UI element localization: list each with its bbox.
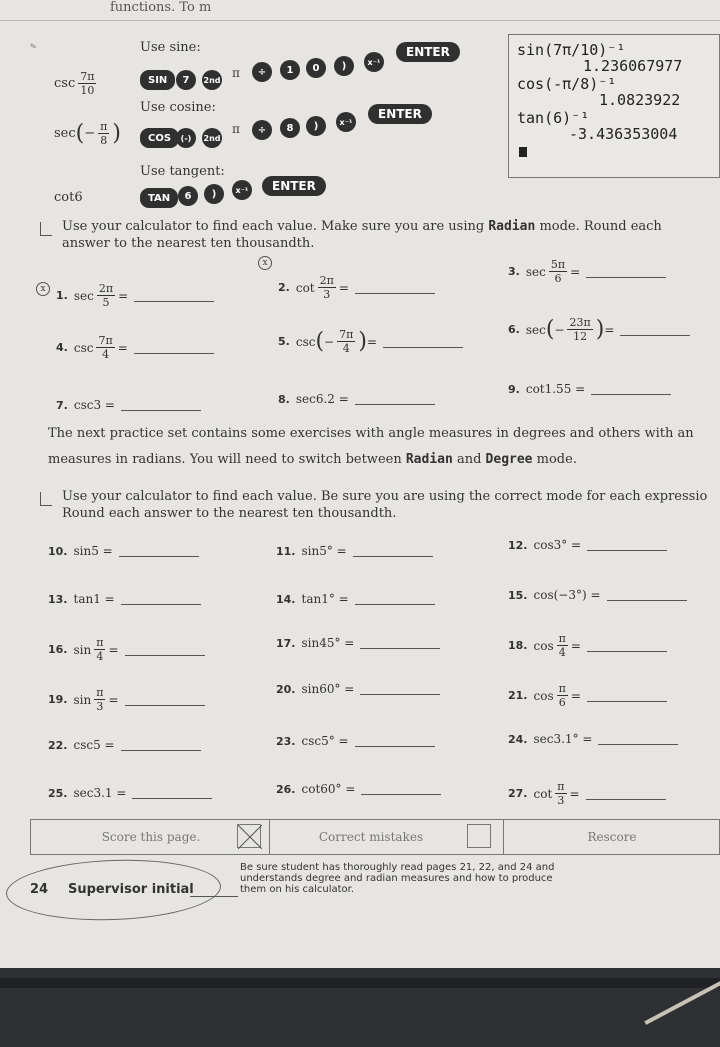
section2-line2: Round each answer to the nearest ten thousandth. <box>62 506 397 521</box>
key-reciprocal: x⁻¹ <box>364 52 384 72</box>
answer-blank-26[interactable] <box>361 783 441 795</box>
problem-19: 19. sin $\frac{\pi}{3}$ = <box>48 686 205 713</box>
problem-2: 2. cot $\frac{2\pi}{3}$ = <box>278 274 435 301</box>
screen-cursor <box>519 147 527 157</box>
example-sec-sign: − <box>84 126 96 141</box>
problem-22: 22. csc5 = <box>48 738 201 752</box>
supervisor-note: Be sure student has thoroughly read pages 21, 22, and 24 and understands degree and radian measures and how to produce them on his calculator. <box>240 862 555 895</box>
key-close-paren: ) <box>334 56 354 76</box>
key-cos: COS <box>140 128 179 148</box>
problem-13: 13. tan1 = <box>48 592 201 606</box>
problem-15: 15. cos(−3°) = <box>508 588 687 602</box>
key-enter-c: ENTER <box>262 176 326 196</box>
answer-blank-24[interactable] <box>598 733 678 745</box>
answer-blank-17[interactable] <box>360 637 440 649</box>
answer-blank-18[interactable] <box>587 640 667 652</box>
rescore-label: Rescore <box>587 830 637 844</box>
problem-11: 11. sin5° = <box>276 544 433 558</box>
problem-5: 5. csc ( − $\frac{7\pi}{4}$ ) = <box>278 328 463 355</box>
answer-blank-1[interactable] <box>134 290 214 302</box>
key-6: 6 <box>178 186 198 206</box>
key-reciprocal-c: x⁻¹ <box>232 180 252 200</box>
problem-27: 27. cot $\frac{\pi}{3}$ = <box>508 780 666 807</box>
answer-blank-2[interactable] <box>355 282 435 294</box>
problem-1: 1. sec $\frac{2\pi}{5}$ = <box>56 282 214 309</box>
page-number: 24 <box>30 882 49 897</box>
problem-8: 8. sec6.2 = <box>278 392 435 406</box>
problem-4: 4. csc $\frac{7\pi}{4}$ = <box>56 334 214 361</box>
key-close-paren-b: ) <box>306 116 326 136</box>
top-rule <box>0 20 720 21</box>
screen-line-2: 1.236067977 <box>583 57 683 75</box>
desk-edge <box>0 978 720 988</box>
key-divide: ÷ <box>252 62 272 82</box>
answer-blank-19[interactable] <box>125 694 205 706</box>
problem-26: 26. cot60° = <box>276 782 441 796</box>
key-reciprocal-b: x⁻¹ <box>336 112 356 132</box>
problem-9: 9. cot1.55 = <box>508 382 671 396</box>
section1-line1b: mode. Round each <box>539 219 662 234</box>
example-csc-expression <box>54 70 99 97</box>
problem-7: 7. csc3 = <box>56 398 201 412</box>
pi-symbol: π <box>232 66 240 80</box>
key-7: 7 <box>176 70 196 90</box>
problem-16: 16. sin $\frac{\pi}{4}$ = <box>48 636 205 663</box>
example-cot-expression: cot6 <box>54 190 83 205</box>
example-sec-expression: sec ( − $\frac{\pi}{8}$ ) <box>54 120 121 147</box>
answer-blank-7[interactable] <box>121 399 201 411</box>
supervisor-initial-blank[interactable] <box>190 896 238 897</box>
answer-blank-9[interactable] <box>591 383 671 395</box>
answer-blank-11[interactable] <box>353 545 433 557</box>
key-negative: (-) <box>176 128 196 148</box>
problem-6: 6. sec ( − $\frac{23\pi}{12}$ ) = <box>508 316 690 343</box>
answer-blank-12[interactable] <box>587 539 667 551</box>
screen-line-3: cos(-π/8)⁻¹ <box>517 75 617 93</box>
correct-checkbox[interactable] <box>467 824 491 848</box>
paragraph-line1: The next practice set contains some exercises with angle measures in degrees and others with an <box>48 426 694 441</box>
answer-blank-15[interactable] <box>607 589 687 601</box>
section1-mode: Radian <box>488 219 536 234</box>
mode-paragraph: The next practice set contains some exercises with angle measures in degrees and others with an measures in radians. You will need to switch between Radian and Degree mode. <box>48 418 720 476</box>
key-0: 0 <box>306 58 326 78</box>
screen-line-4: 1.0823922 <box>599 91 681 109</box>
screen-line-5: tan(6)⁻¹ <box>517 109 590 127</box>
top-cut-text: functions. To m <box>110 0 212 15</box>
answer-blank-4[interactable] <box>134 342 214 354</box>
answer-blank-21[interactable] <box>587 690 667 702</box>
example-sec-fraction <box>98 120 109 147</box>
score-checkbox[interactable] <box>237 824 261 848</box>
key-tan: TAN <box>140 188 178 208</box>
problem-14: 14. tan1° = <box>276 592 435 606</box>
key-8: 8 <box>280 118 300 138</box>
answer-blank-5[interactable] <box>383 336 463 348</box>
answer-blank-27[interactable] <box>586 788 666 800</box>
answer-blank-6[interactable] <box>620 324 690 336</box>
section2-line1: Use your calculator to find each value. Be sure you are using the correct mode for each expressio <box>62 489 708 504</box>
example-sec-label: Use cosine: <box>140 100 216 115</box>
answer-blank-10[interactable] <box>119 545 199 557</box>
section2-instructions <box>62 488 720 522</box>
section1-instructions <box>62 218 720 252</box>
answer-blank-16[interactable] <box>125 644 205 656</box>
calculator-screen <box>508 34 720 178</box>
doodle-mark: ✎ <box>29 41 38 52</box>
section1-line1a: Use your calculator to find each value. Make sure you are using <box>62 219 485 234</box>
key-close-paren-c: ) <box>204 184 224 204</box>
check-mark-2 <box>40 492 52 506</box>
key-2nd-b: 2nd <box>202 128 222 148</box>
example-csc-fn: csc <box>54 76 76 91</box>
problem-10: 10. sin5 = <box>48 544 199 558</box>
problem-3: 3. sec $\frac{5\pi}{6}$ = <box>508 258 666 285</box>
answer-blank-13[interactable] <box>121 593 201 605</box>
supervisor-label: Supervisor initial <box>68 882 194 897</box>
example-sec-fn: sec <box>54 126 76 141</box>
screen-line-6: -3.436353004 <box>569 125 678 143</box>
section1-line2: answer to the nearest ten thousandth. <box>62 236 315 251</box>
answer-blank-3[interactable] <box>586 266 666 278</box>
paragraph-line2a: measures in radians. You will need to switch between <box>48 452 402 467</box>
example-cot-label: Use tangent: <box>140 164 225 179</box>
check-mark-1 <box>40 222 52 236</box>
checked-x-icon <box>238 825 262 849</box>
key-enter-b: ENTER <box>368 104 432 124</box>
problem-20: 20. sin60° = <box>276 682 440 696</box>
answer-blank-8[interactable] <box>355 393 435 405</box>
example-sec-denominator: 8 <box>100 134 108 147</box>
example-csc-label: Use sine: <box>140 40 201 55</box>
answer-blank-25[interactable] <box>132 787 212 799</box>
grading-mark-1: x <box>36 282 50 296</box>
answer-blank-20[interactable] <box>360 683 440 695</box>
problem-18: 18. cos $\frac{\pi}{4}$ = <box>508 632 667 659</box>
problem-24: 24. sec3.1° = <box>508 732 678 746</box>
example-sec-numerator: π <box>100 120 108 133</box>
key-2nd: 2nd <box>202 70 222 90</box>
pi-symbol-b: π <box>232 122 240 136</box>
problem-25: 25. sec3.1 = <box>48 786 212 800</box>
answer-blank-22[interactable] <box>121 739 201 751</box>
grading-mark-2: x <box>258 256 272 270</box>
paragraph-mode-degree: Degree <box>485 452 533 467</box>
paragraph-mode-radian: Radian <box>405 452 453 467</box>
example-csc-fraction <box>78 70 96 97</box>
score-bar <box>30 819 720 855</box>
problem-12: 12. cos3° = <box>508 538 667 552</box>
example-csc-numerator: 7π <box>80 70 95 83</box>
screen-line-1: sin(7π/10)⁻¹ <box>517 41 626 59</box>
key-divide-b: ÷ <box>252 120 272 140</box>
problem-23: 23. csc5° = <box>276 734 435 748</box>
example-csc-denominator: 10 <box>80 84 95 97</box>
answer-blank-14[interactable] <box>355 593 435 605</box>
correct-mistakes-label: Correct mistakes <box>318 830 424 844</box>
score-page-label: Score this page. <box>101 830 201 844</box>
key-1: 1 <box>280 60 300 80</box>
key-enter: ENTER <box>396 42 460 62</box>
problem-21: 21. cos $\frac{\pi}{6}$ = <box>508 682 667 709</box>
problem-17: 17. sin45° = <box>276 636 440 650</box>
answer-blank-23[interactable] <box>355 735 435 747</box>
key-sin: SIN <box>140 70 175 90</box>
